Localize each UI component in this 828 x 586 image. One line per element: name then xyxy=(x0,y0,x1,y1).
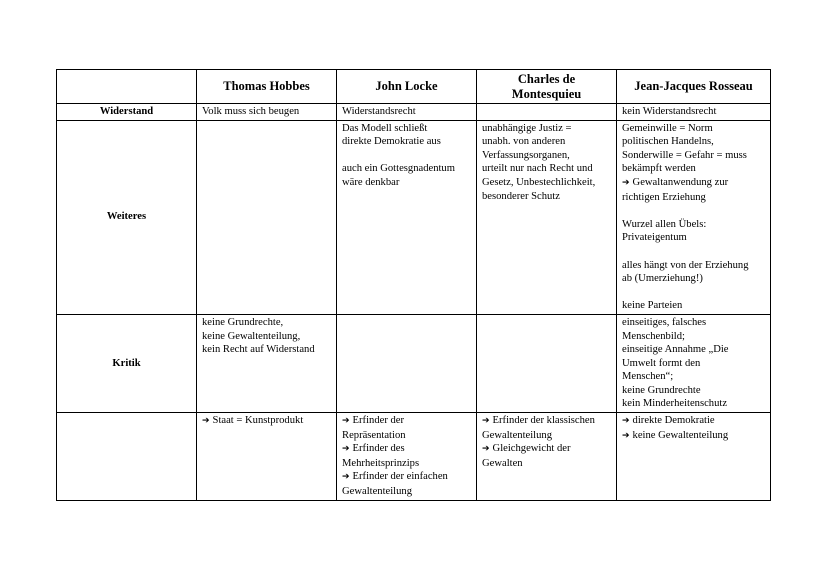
text-line: Das Modell schließt xyxy=(342,122,428,134)
cell-weiteres-locke xyxy=(337,120,477,314)
text-line: Repräsentation xyxy=(342,429,406,441)
text-line: richtigen Erziehung xyxy=(622,191,706,203)
header-empty xyxy=(57,70,197,104)
cell-widerstand-montesquieu xyxy=(477,104,617,121)
cell-widerstand-hobbes: Volk muss sich beugen xyxy=(197,104,337,121)
bullet-line: ➔ Erfinder der xyxy=(342,415,405,427)
bullet-line: ➔ Staat = Kunstprodukt xyxy=(202,415,304,427)
cell-summary-montesquieu xyxy=(477,413,617,501)
cell-kritik-rousseau xyxy=(617,314,771,412)
row-weiteres xyxy=(57,120,771,314)
text-line: kein Minderheitenschutz xyxy=(622,398,728,410)
arrow-icon: ➔ xyxy=(202,416,210,427)
text-line: Mehrheitsprinzips xyxy=(342,457,420,469)
text-line: Sonderwille = Gefahr = muss xyxy=(622,149,747,161)
text-line: urteilt nur nach Recht und xyxy=(482,163,593,175)
arrow-icon: ➔ xyxy=(622,177,630,188)
cell-kritik-hobbes xyxy=(197,314,337,412)
text-line: einseitige Annahme „Die xyxy=(622,344,729,356)
text-line: einseitiges, falsches xyxy=(622,316,707,328)
text-line: Gesetz, Unbestechlichkeit, xyxy=(482,176,596,188)
cell-weiteres-hobbes xyxy=(197,120,337,314)
cell-widerstand-rousseau: kein Widerstandsrecht xyxy=(617,104,771,121)
arrow-icon: ➔ xyxy=(482,444,490,455)
text-line: politischen Handelns, xyxy=(622,136,714,148)
cell-kritik-locke xyxy=(337,314,477,412)
row-label-kritik: Kritik xyxy=(57,314,197,412)
header-hobbes: Thomas Hobbes xyxy=(197,70,337,104)
row-widerstand xyxy=(57,104,771,121)
text-line: kein Recht auf Widerstand xyxy=(202,344,315,356)
text-line: Gewaltenteilung xyxy=(482,429,553,441)
comparison-table xyxy=(56,69,771,501)
arrow-icon: ➔ xyxy=(342,444,350,455)
text-line: Gewalten xyxy=(482,457,523,469)
header-montesquieu: Charles de Montesquieu xyxy=(477,70,617,104)
row-label-empty xyxy=(57,413,197,501)
text-line: alles hängt von der Erziehung xyxy=(622,259,749,271)
cell-summary-hobbes xyxy=(197,413,337,501)
text-line: Menschen“; xyxy=(622,371,674,383)
arrow-icon: ➔ xyxy=(342,472,350,483)
row-kritik xyxy=(57,314,771,412)
text-line: unabhängige Justiz = xyxy=(482,122,572,134)
row-label-widerstand: Widerstand xyxy=(57,104,197,121)
text-line: auch ein Gottesgnadentum xyxy=(342,163,455,175)
text-line: wäre denkbar xyxy=(342,176,400,188)
text-line: Gewaltenteilung xyxy=(342,486,413,498)
bullet-line: ➔ Gleichgewicht der xyxy=(482,443,571,455)
bullet-line: ➔ Erfinder des xyxy=(342,443,405,455)
text-line: keine Grundrechte xyxy=(622,384,701,396)
row-label-weiteres: Weiteres xyxy=(57,120,197,314)
text-line: Wurzel allen Übels: xyxy=(622,218,707,230)
text-line: keine Gewaltenteilung, xyxy=(202,330,301,342)
text-line: Privateigentum xyxy=(622,232,687,244)
text-line: Menschenbild; xyxy=(622,330,685,342)
text-line: keine Parteien xyxy=(622,300,683,312)
bullet-line: ➔ Erfinder der einfachen xyxy=(342,471,448,483)
text-line: Verfassungsorganen, xyxy=(482,149,570,161)
text-line: ab (Umerziehung!) xyxy=(622,273,703,285)
bullet-line: ➔ direkte Demokratie xyxy=(622,415,715,427)
cell-widerstand-locke: Widerstandsrecht xyxy=(337,104,477,121)
bullet-line: ➔ keine Gewaltenteilung xyxy=(622,429,729,441)
bullet-line: ➔ Gewaltanwendung zur xyxy=(622,176,729,188)
cell-summary-rousseau xyxy=(617,413,771,501)
cell-weiteres-montesquieu xyxy=(477,120,617,314)
bullet-line: ➔ Erfinder der klassischen xyxy=(482,415,595,427)
arrow-icon: ➔ xyxy=(622,430,630,441)
cell-kritik-montesquieu xyxy=(477,314,617,412)
header-row xyxy=(57,70,771,104)
arrow-icon: ➔ xyxy=(622,416,630,427)
header-locke: John Locke xyxy=(337,70,477,104)
text-line: Umwelt formt den xyxy=(622,357,701,369)
header-rousseau: Jean-Jacques Rosseau xyxy=(617,70,771,104)
text-line: Gemeinwille = Norm xyxy=(622,122,713,134)
cell-summary-locke xyxy=(337,413,477,501)
arrow-icon: ➔ xyxy=(482,416,490,427)
row-summary xyxy=(57,413,771,501)
cell-weiteres-rousseau xyxy=(617,120,771,314)
text-line: direkte Demokratie aus xyxy=(342,136,441,148)
text-line: besonderer Schutz xyxy=(482,190,560,202)
text-line: keine Grundrechte, xyxy=(202,316,284,328)
text-line: unabh. von anderen xyxy=(482,136,566,148)
text-line: bekämpft werden xyxy=(622,163,696,175)
arrow-icon: ➔ xyxy=(342,416,350,427)
